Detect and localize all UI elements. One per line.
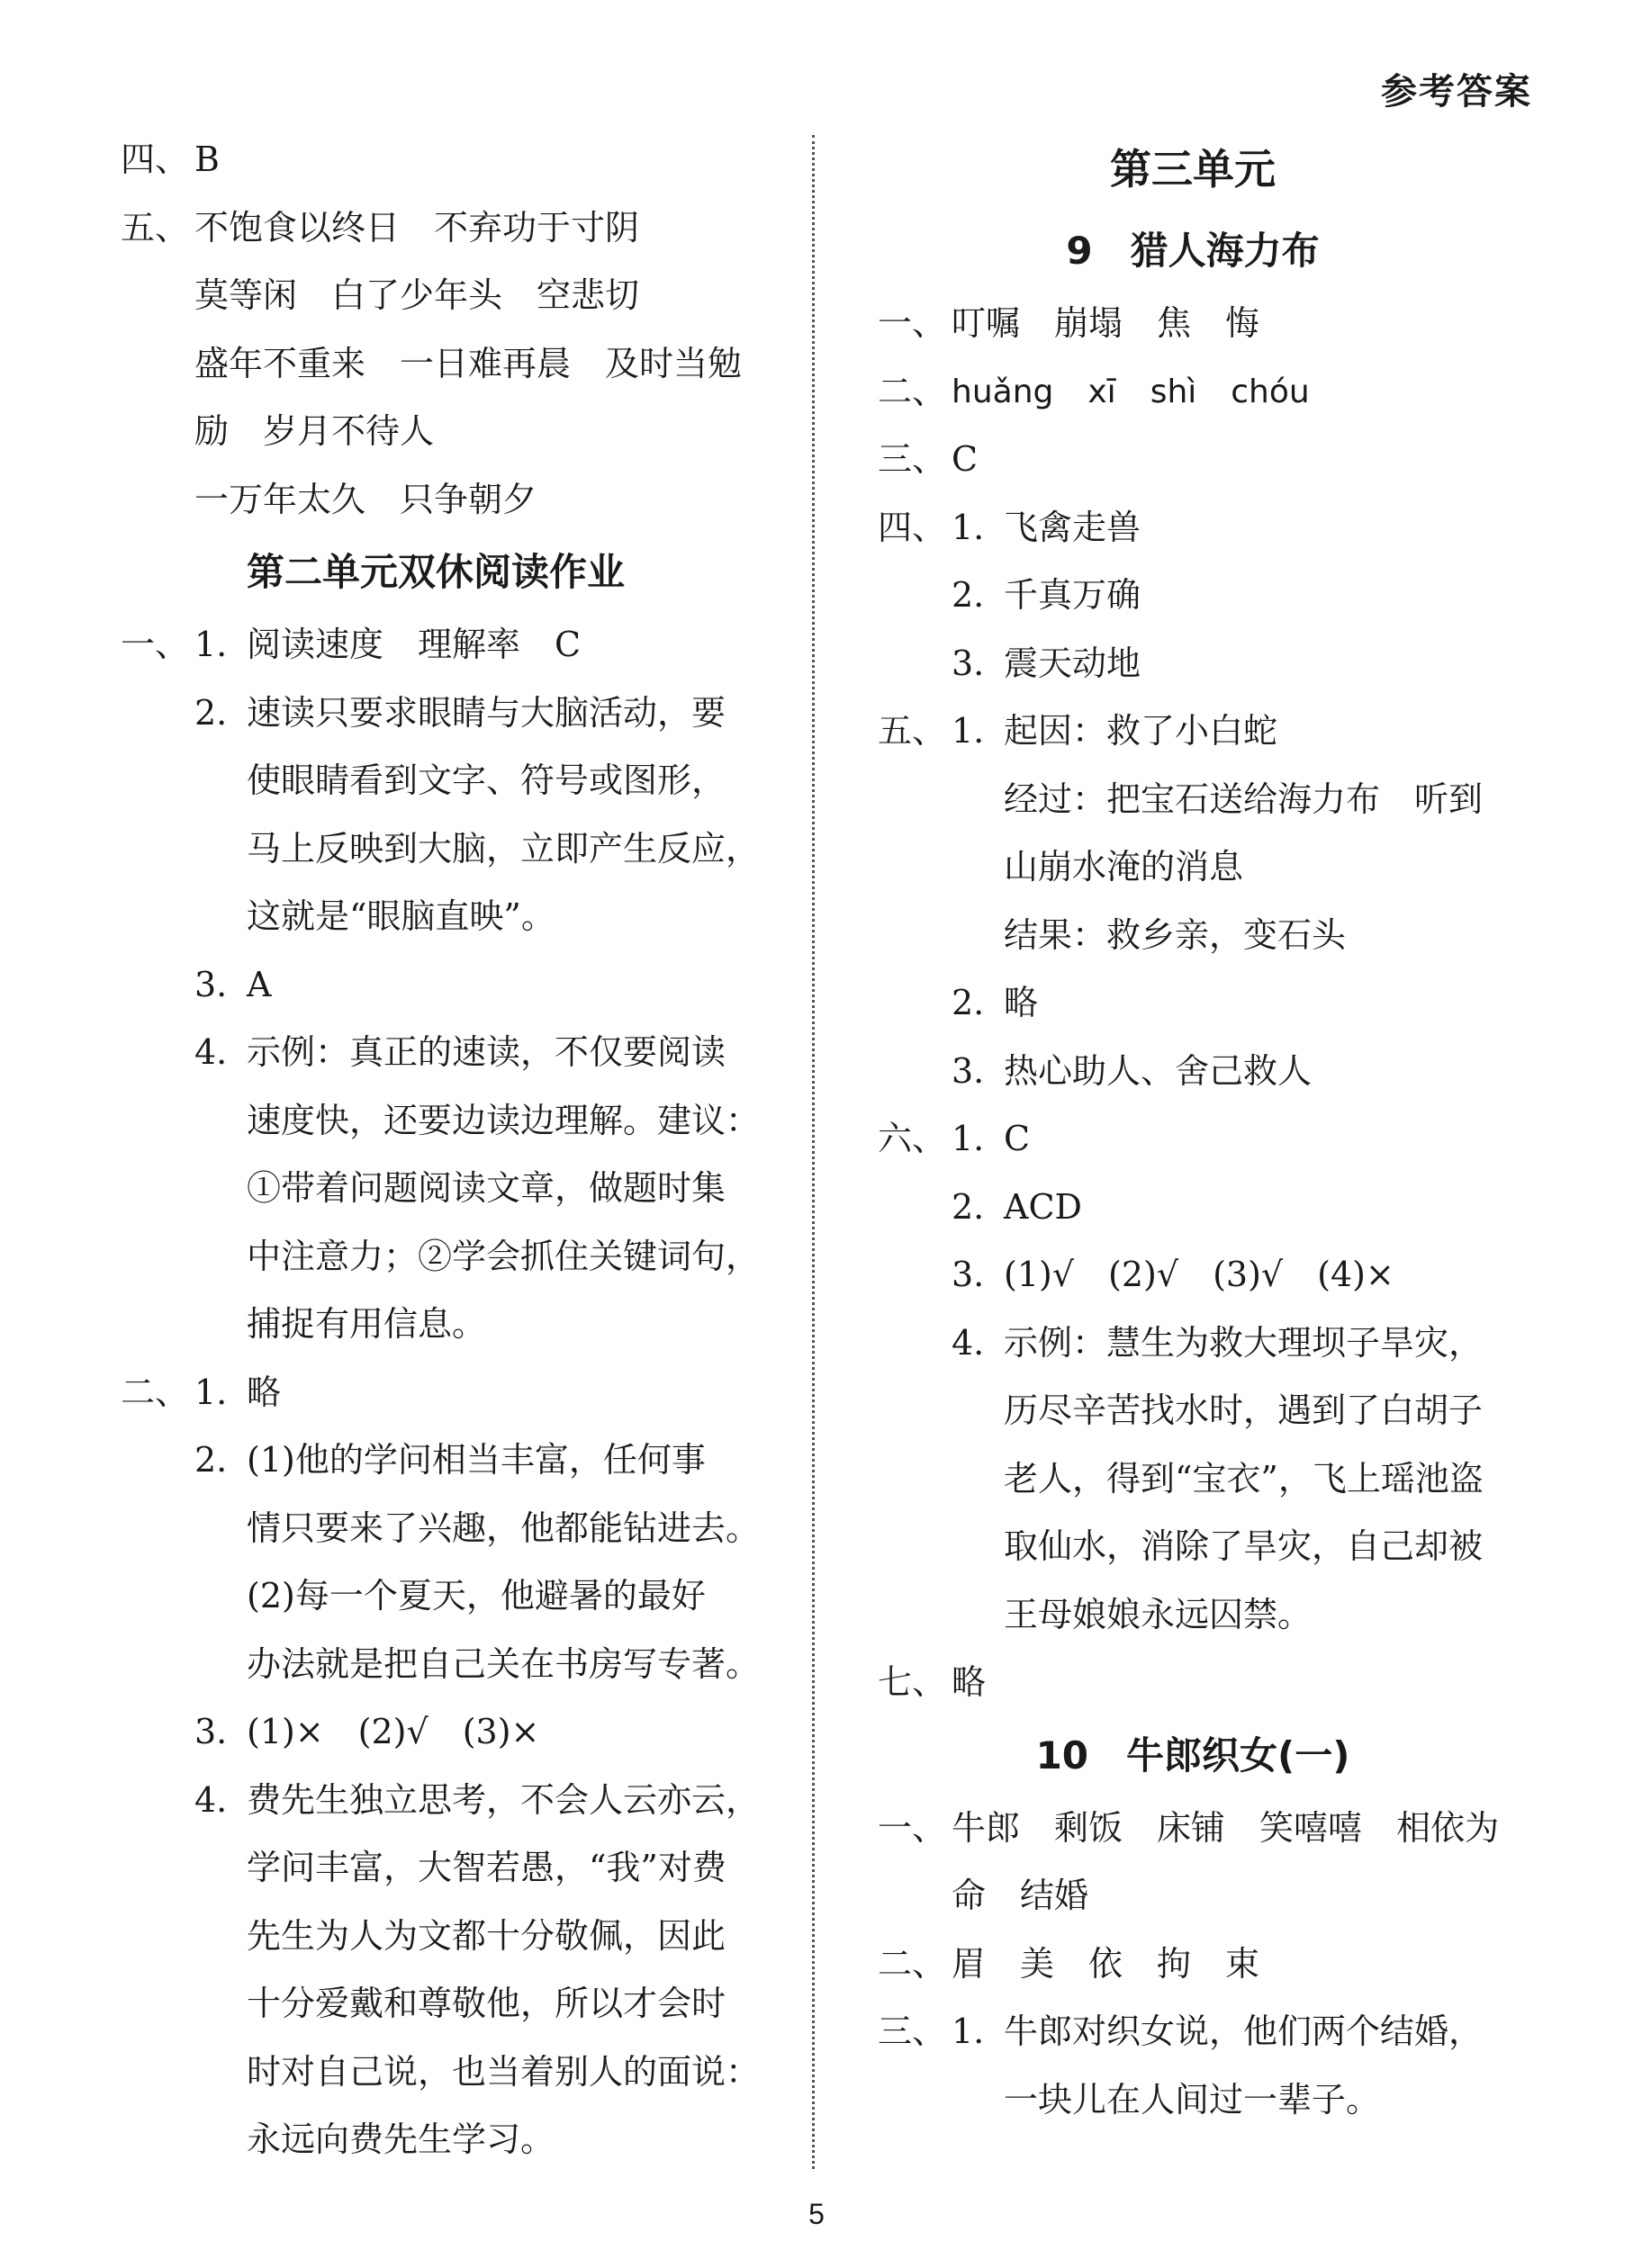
lesson-heading: 9 猎人海力布 — [1066, 229, 1320, 273]
answer-line: 马上反映到大脑，立即产生反应， — [247, 828, 761, 868]
answer-line: 一块儿在人间过一辈子。 — [1004, 2079, 1381, 2120]
answer-line: 3. A — [194, 964, 272, 1004]
answer-line: 励 岁月不待人 — [194, 411, 435, 451]
answer-line: 2. 略 — [952, 983, 1039, 1022]
answer-line: 二、 眉 美 依 拘 束 — [878, 1943, 1260, 1984]
answer-line: (2)每一个夏天，他避暑的最好 — [247, 1576, 706, 1616]
answer-line: 4. 示例：慧生为救大理坝子旱灾， — [952, 1322, 1484, 1363]
answer-line: 时对自己说，也当着别人的面说： — [247, 2051, 761, 2092]
answer-line: 王母娘娘永远囚禁。 — [1004, 1594, 1313, 1634]
answer-line: 一、 牛郎 剩饭 床铺 笑嘻嘻 相依为 — [878, 1807, 1500, 1848]
answer-line: 二、 huǎng xī shì chóu — [878, 371, 1310, 411]
page-header-title: 参考答案 — [1381, 71, 1532, 112]
answer-line: 办法就是把自己关在书房写专著。 — [247, 1643, 761, 1684]
answer-line: 4. 示例：真正的速读，不仅要阅读 — [194, 1032, 726, 1072]
answer-line: 4. 费先生独立思考，不会人云亦云， — [194, 1779, 761, 1820]
unit-heading: 第三单元 — [1110, 145, 1276, 194]
answer-line: 2. (1)他的学问相当丰富，任何事 — [194, 1440, 706, 1480]
answer-line: 一、 叮嘱 崩塌 焦 悔 — [878, 303, 1260, 343]
answer-line: 四、 B — [121, 140, 220, 179]
answer-line: 结果：救乡亲，变石头 — [1004, 914, 1347, 955]
answer-line: 中注意力；②学会抓住关键词句， — [247, 1236, 761, 1276]
answer-line: 学问丰富，大智若愚，“我”对费 — [247, 1848, 726, 1887]
answer-line: 三、 C — [878, 439, 979, 479]
answer-line: 老人，得到“宝衣”，飞上瑶池盗 — [1004, 1458, 1484, 1498]
answer-line: 取仙水，消除了旱灾，自己却被 — [1004, 1526, 1484, 1566]
answer-line: 2. 千真万确 — [952, 575, 1141, 615]
answer-line: 先生为人为文都十分敬佩，因此 — [247, 1915, 726, 1956]
answer-line: 3. 热心助人、舍己救人 — [952, 1050, 1313, 1091]
right-column — [878, 126, 1508, 2134]
answer-line: 六、 1. C — [878, 1119, 1031, 1158]
answer-line: 速度快，还要边读边理解。建议： — [247, 1100, 761, 1140]
column-divider — [812, 135, 815, 2169]
section-heading: 第二单元双休阅读作业 — [246, 550, 625, 594]
answer-line: 历尽辛苦找水时，遇到了白胡子 — [1004, 1390, 1484, 1430]
answer-line: 经过：把宝石送给海力布 听到 — [1004, 778, 1484, 819]
answer-line: 一万年太久 只争朝夕 — [194, 479, 537, 519]
answer-line: 盛年不重来 一日难再晨 及时当勉 — [194, 343, 743, 383]
answer-line: 3. 震天动地 — [952, 643, 1141, 683]
left-column — [121, 126, 761, 2174]
answer-line: 这就是“眼脑直映”。 — [247, 896, 555, 936]
answer-line: 四、 1. 飞禽走兽 — [878, 507, 1141, 547]
answer-line: 一、 1. 阅读速度 理解率 C — [121, 625, 582, 664]
answer-line: 七、 略 — [878, 1662, 987, 1702]
answer-line: 莫等闲 白了少年头 空悲切 — [194, 275, 640, 315]
answer-line: 命 结婚 — [952, 1876, 1089, 1915]
answer-line: 情只要来了兴趣，他都能钻进去。 — [247, 1508, 761, 1548]
answer-line: 二、 1. 略 — [121, 1372, 282, 1412]
answer-line: 五、 不饱食以终日 不弃功于寸阴 — [121, 207, 640, 248]
answer-line: 2. 速读只要求眼睛与大脑活动，要 — [194, 692, 726, 733]
answer-line: 3. (1)× (2)√ (3)× — [194, 1712, 540, 1751]
answer-line: 五、 1. 起因：救了小白蛇 — [878, 711, 1278, 751]
lesson-heading: 10 牛郎织女(一) — [1035, 1732, 1350, 1778]
answer-line: 捕捉有用信息。 — [247, 1304, 487, 1344]
page-number: 5 — [808, 2198, 825, 2230]
answer-line: 2. ACD — [952, 1186, 1082, 1227]
answer-line: 三、 1. 牛郎对织女说，他们两个结婚， — [878, 2012, 1484, 2051]
answer-line: 使眼睛看到文字、符号或图形， — [247, 760, 726, 800]
answer-line: 山崩水淹的消息 — [1004, 847, 1244, 886]
answer-line: 3. (1)√ (2)√ (3)√ (4)× — [952, 1255, 1394, 1294]
answer-line: 十分爱戴和尊敬他，所以才会时 — [247, 1984, 726, 2023]
answer-line: 永远向费先生学习。 — [247, 2120, 555, 2159]
answer-line: ①带着问题阅读文章，做题时集 — [247, 1168, 726, 1208]
